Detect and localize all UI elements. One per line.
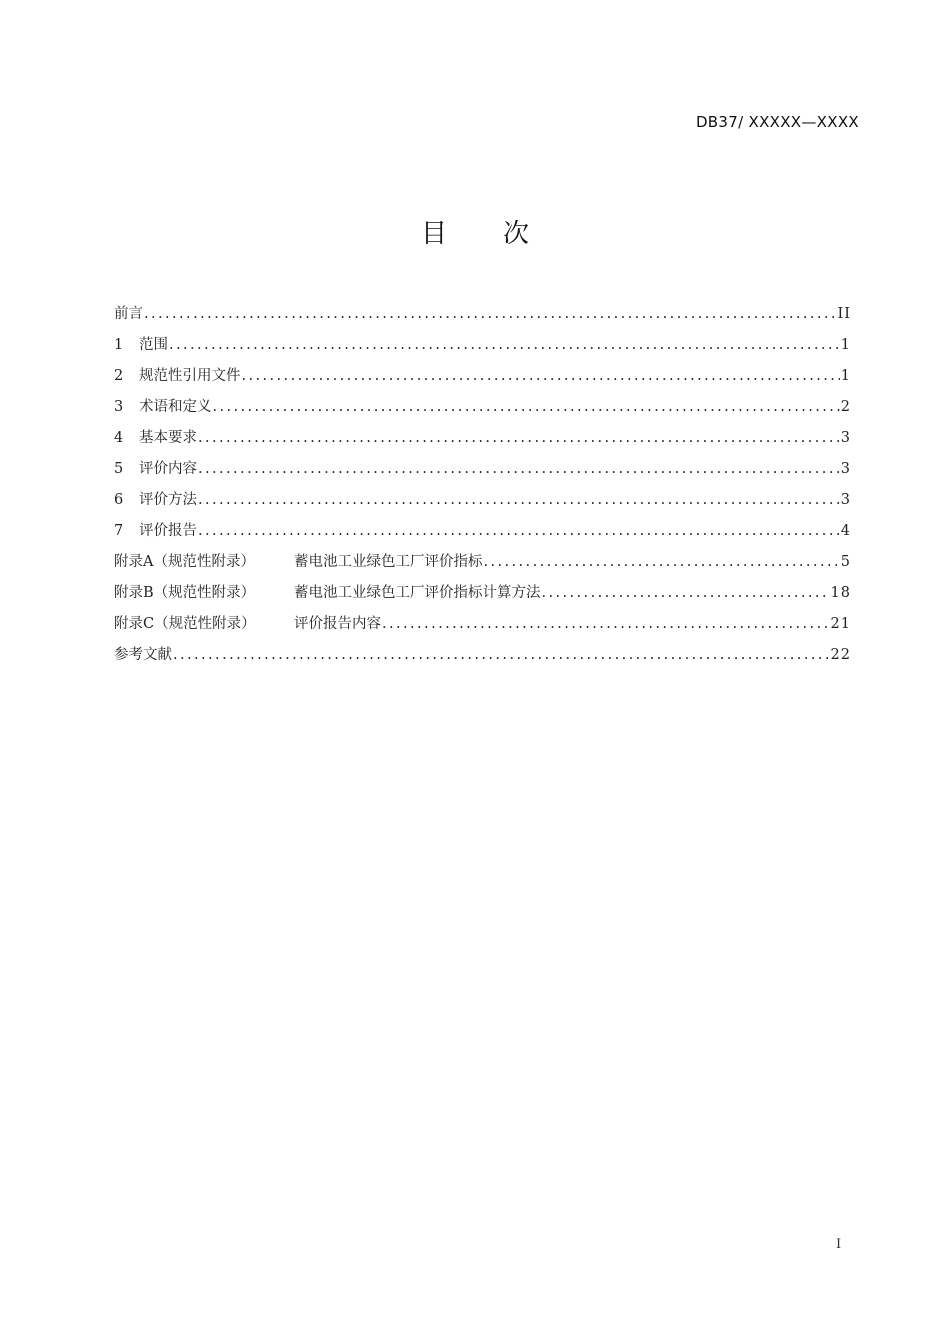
toc-leader-dots xyxy=(198,461,840,477)
toc-entry-title: 评价报告 xyxy=(139,523,197,539)
toc-entry[interactable] xyxy=(114,457,851,488)
toc-leader-dots xyxy=(198,430,840,446)
toc-entry-page: 4 xyxy=(840,523,851,539)
toc-appendix-prefix: 附录B（规范性附录） xyxy=(114,585,256,601)
toc-entry-appendix[interactable] xyxy=(114,550,851,581)
toc-list xyxy=(114,302,851,674)
toc-entry-title: 评价方法 xyxy=(139,492,197,508)
toc-leader-dots xyxy=(484,554,840,570)
toc-entry-page: 2 xyxy=(840,399,851,415)
toc-entry-title: 评价报告内容 xyxy=(294,616,381,632)
toc-entry-title: 术语和定义 xyxy=(139,399,212,415)
toc-entry-page: 22 xyxy=(830,647,851,663)
toc-entry-title: 蓄电池工业绿色工厂评价指标 xyxy=(294,554,483,570)
toc-entry[interactable] xyxy=(114,333,851,364)
toc-entry-number: 4 xyxy=(114,430,124,446)
toc-entry-title: 评价内容 xyxy=(139,461,197,477)
toc-entry[interactable] xyxy=(114,364,851,395)
toc-entry-label xyxy=(114,581,541,602)
toc-entry-page: II xyxy=(837,306,851,322)
toc-leader-dots xyxy=(173,647,830,663)
page-number: I xyxy=(836,1237,842,1252)
toc-leader-dots xyxy=(213,399,840,415)
toc-entry-label xyxy=(114,333,168,354)
toc-leader-dots xyxy=(198,492,840,508)
document-code: DB37/ XXXXX—XXXX xyxy=(695,113,859,131)
toc-entry-appendix[interactable] xyxy=(114,581,851,612)
toc-entry-label xyxy=(114,457,197,478)
toc-entry-title: 范围 xyxy=(139,337,168,353)
toc-entry-title: 参考文献 xyxy=(114,647,172,663)
toc-entry-label xyxy=(114,519,197,540)
toc-entry-number: 3 xyxy=(114,399,124,415)
toc-entry-page: 21 xyxy=(830,616,851,632)
toc-appendix-prefix: 附录C（规范性附录） xyxy=(114,616,256,632)
toc-entry-page: 1 xyxy=(840,368,851,384)
toc-entry-label xyxy=(114,550,483,571)
toc-leader-dots xyxy=(169,337,840,353)
toc-entry-number: 1 xyxy=(114,337,124,353)
toc-entry-title: 蓄电池工业绿色工厂评价指标计算方法 xyxy=(294,585,541,601)
toc-leader-dots xyxy=(242,368,840,384)
toc-entry-page: 5 xyxy=(840,554,851,570)
toc-entry-label xyxy=(114,395,212,416)
toc-entry-title: 基本要求 xyxy=(139,430,197,446)
toc-entry-page: 3 xyxy=(840,461,851,477)
toc-entry[interactable] xyxy=(114,426,851,457)
toc-title: 目次 xyxy=(420,219,585,249)
toc-entry-number: 2 xyxy=(114,368,124,384)
toc-entry-number: 6 xyxy=(114,492,124,508)
toc-entry[interactable] xyxy=(114,643,851,674)
toc-entry-number: 5 xyxy=(114,461,124,477)
toc-entry-label xyxy=(114,612,381,633)
toc-entry-page: 3 xyxy=(840,492,851,508)
toc-leader-dots xyxy=(542,585,830,601)
toc-entry-title: 前言 xyxy=(114,306,143,322)
toc-entry-number: 7 xyxy=(114,523,124,539)
toc-entry-title: 规范性引用文件 xyxy=(139,368,241,384)
toc-entry[interactable] xyxy=(114,302,851,333)
toc-entry-appendix[interactable] xyxy=(114,612,851,643)
toc-entry-page: 1 xyxy=(840,337,851,353)
toc-entry[interactable] xyxy=(114,519,851,550)
toc-entry-label xyxy=(114,364,241,385)
toc-entry-label xyxy=(114,426,197,447)
toc-appendix-prefix: 附录A（规范性附录） xyxy=(114,554,255,570)
toc-entry[interactable] xyxy=(114,488,851,519)
toc-entry[interactable] xyxy=(114,395,851,426)
toc-entry-page: 18 xyxy=(830,585,851,601)
toc-entry-page: 3 xyxy=(840,430,851,446)
toc-leader-dots xyxy=(144,306,837,322)
toc-leader-dots xyxy=(198,523,840,539)
toc-leader-dots xyxy=(382,616,830,632)
toc-entry-label xyxy=(114,488,197,509)
